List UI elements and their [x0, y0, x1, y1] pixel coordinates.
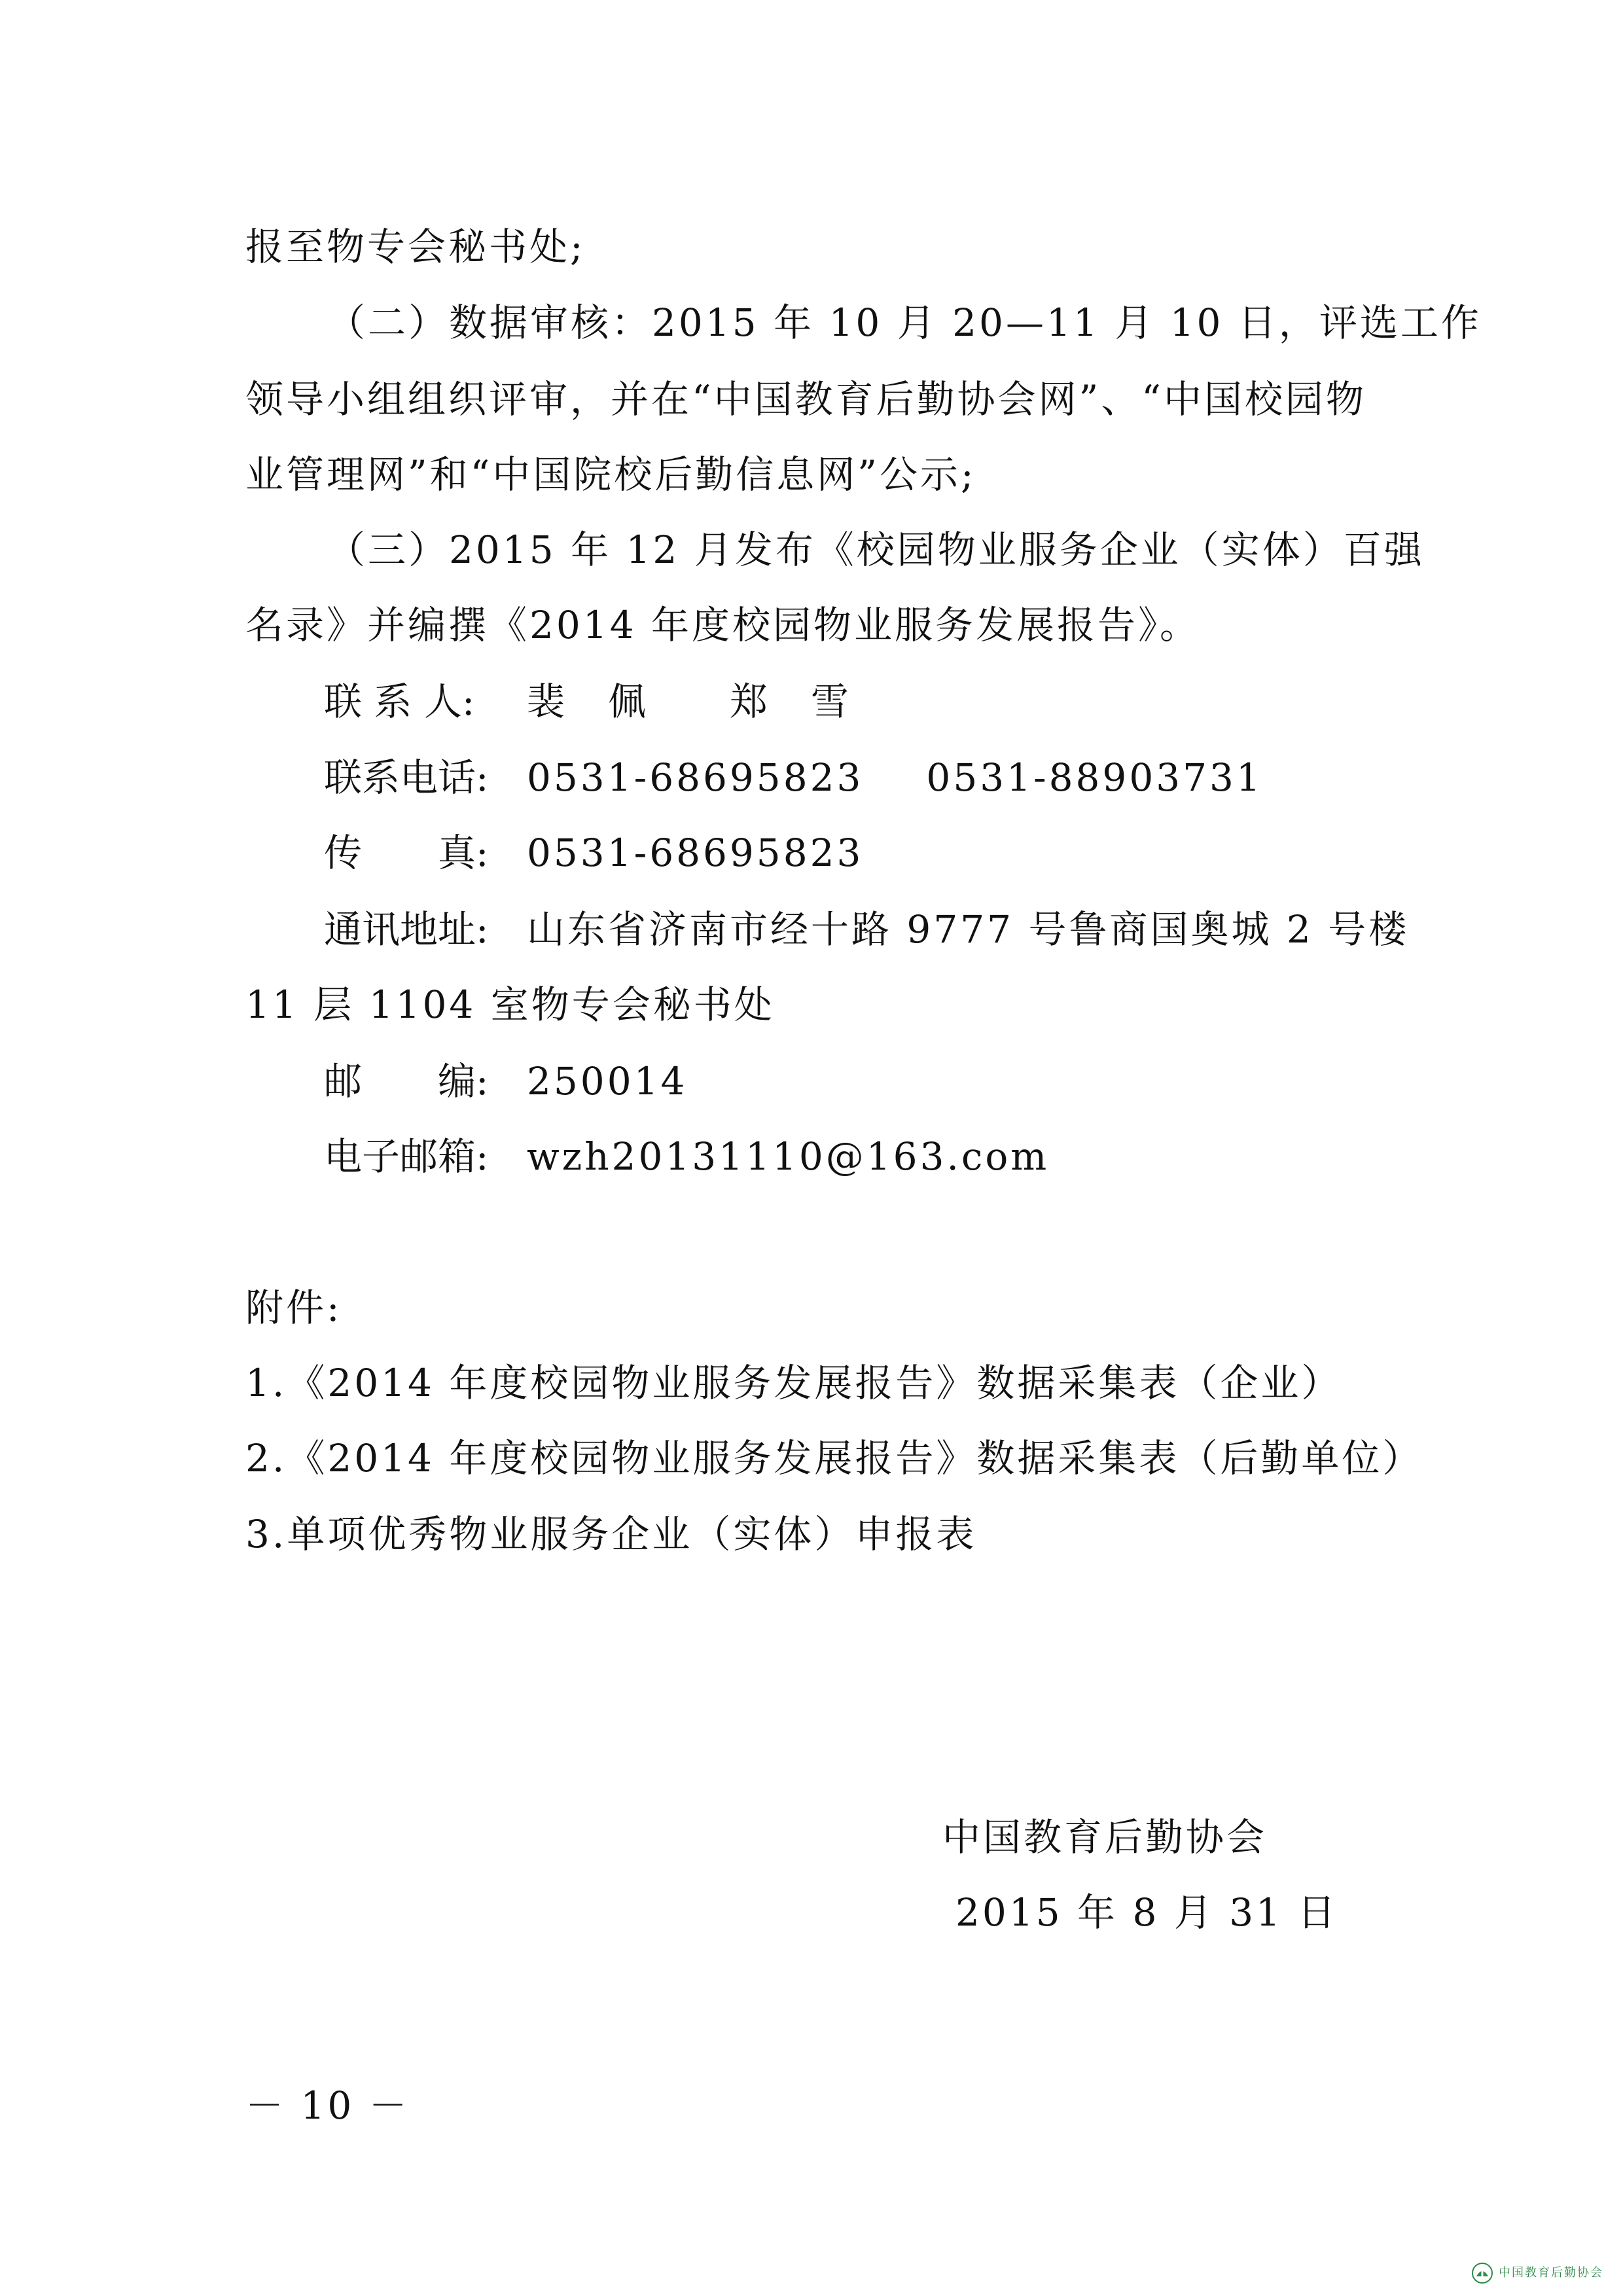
contact-phone-value-2: 0531-88903731: [926, 755, 1263, 800]
page-number: － 10 －: [245, 2083, 410, 2128]
attachment-item-3: 3.单项优秀物业服务企业（实体）申报表: [245, 1512, 977, 1556]
contact-fax-value: 0531-68695823: [527, 831, 864, 875]
contact-postcode-label: 邮 编:: [324, 1059, 489, 1103]
attachments-heading: 附件:: [245, 1285, 342, 1330]
contact-address-value: 山东省济南市经十路 9777 号鲁商国奥城 2 号楼: [527, 907, 1410, 952]
paragraph-continuation: 报至物专会秘书处;: [245, 224, 586, 269]
contact-email-value: wzh20131110@163.com: [527, 1134, 1050, 1179]
contact-fax-row: [324, 830, 863, 876]
contact-phone-row: [324, 755, 1263, 800]
contact-address-row: [324, 906, 1409, 952]
contact-person-row: [324, 679, 851, 725]
contact-address-label: 通讯地址:: [324, 907, 489, 952]
contact-fax-label: 传 真:: [324, 831, 489, 875]
contact-address-line-2: 11 层 1104 室物专会秘书处: [245, 982, 775, 1027]
contact-person-value: 裴 佩 郑 雪: [527, 679, 852, 724]
paragraph-publish-line-1: （三）2015 年 12 月发布《校园物业服务企业（实体）百强: [327, 528, 1425, 572]
paragraph-publish-line-2: 名录》并编撰《2014 年度校园物业服务发展报告》。: [245, 603, 1201, 647]
association-emblem-icon: [1471, 2262, 1493, 2284]
signature-date: 2015 年 8 月 31 日: [955, 1890, 1338, 1935]
contact-email-row: [324, 1134, 1049, 1179]
paragraph-data-review-line-3: 业管理网”和“中国院校后勤信息网”公示;: [245, 452, 976, 497]
footer-logo-text: 中国教育后勤协会: [1499, 2265, 1603, 2280]
paragraph-data-review-line-1: （二）数据审核：2015 年 10 月 20—11 月 10 日，评选工作: [327, 300, 1482, 345]
attachment-item-2: 2.《2014 年度校园物业服务发展报告》数据采集表（后勤单位）: [245, 1436, 1423, 1480]
contact-phone-label: 联系电话:: [324, 755, 489, 800]
contact-phone-value-1: 0531-68695823: [527, 755, 864, 800]
footer-logo: [1471, 2262, 1603, 2284]
attachment-item-1: 1.《2014 年度校园物业服务发展报告》数据采集表（企业）: [245, 1361, 1342, 1405]
contact-postcode-value: 250014: [527, 1059, 688, 1103]
contact-person-label: 联 系 人:: [324, 679, 475, 724]
signature-organization: 中国教育后勤协会: [942, 1815, 1268, 1859]
contact-email-label: 电子邮箱:: [324, 1134, 489, 1179]
contact-postcode-row: [324, 1058, 687, 1104]
paragraph-data-review-line-2: 领导小组组织评审，并在“中国教育后勤协会网”、“中国校园物: [245, 377, 1366, 422]
